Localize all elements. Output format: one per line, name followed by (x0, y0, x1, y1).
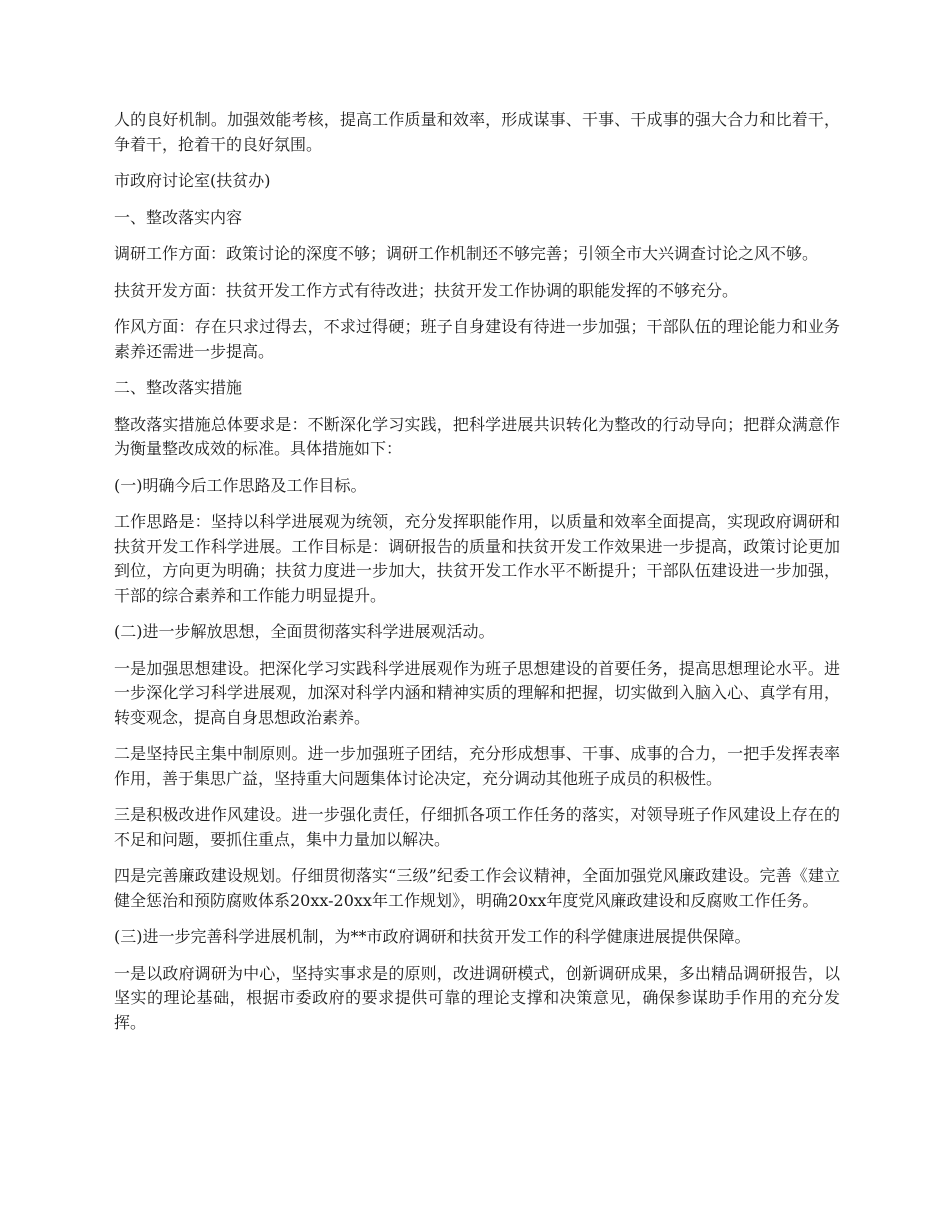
section-heading-content: 一、整改落实内容 (114, 207, 243, 227)
paragraph-research-issues: 调研工作方面：政策讨论的深度不够；调研工作机制还不够完善；引领全市大兴调查讨论之风不够。 (114, 244, 819, 263)
paragraph-intro-continuation: 人的良好机制。加强效能考核，提高工作质量和效率，形成谋事、干事、干成事的强大合力和比着干，争着干，抢着干的良好氛围。 (114, 110, 840, 154)
paragraph-research-center: 一是以政府调研为中心，坚持实事求是的原则，改进调研模式，创新调研成果，多出精品调研报告，以坚实的理论基础，根据市委政府的要求提供可靠的理论支撑和决策意见，确保参谋助手作用的充分发挥。 (114, 963, 840, 1032)
paragraph-work-goals: 工作思路是：坚持以科学进展观为统领，充分发挥职能作用，以质量和效率全面提高，实现政府调研和扶贫开发工作科学进展。工作目标是：调研报告的质量和扶贫开发工作效果进一步提高，政策讨论更加到位，方向更为明确；扶贫力度进一步加大，扶贫开发工作水平不断提升；干部队伍建设进一步加强，干部的综合素养和工作能力明显提升。 (114, 512, 840, 605)
department-heading: 市政府讨论室(扶贫办) (114, 171, 271, 190)
document-page (114, 108, 840, 1047)
section-heading-measures: 二、整改落实措施 (114, 378, 243, 397)
subsection-heading-2: (二)进一步解放思想，全面贯彻落实科学进展观活动。 (114, 622, 495, 641)
paragraph-overall-requirements: 整改落实措施总体要求是：不断深化学习实践，把科学进展共识转化为整改的行动导向；把群众满意作为衡量整改成效的标准。具体措施如下： (114, 414, 840, 458)
paragraph-integrity-planning: 四是完善廉政建设规划。仔细贯彻落实“三级”纪委工作会议精神，全面加强党风廉政建设。完善《建立健全惩治和预防腐败体系20xx-20xx年工作规划》，明确20xx年度党风廉政建设和反腐败工作任务。 (114, 866, 840, 910)
paragraph-poverty-issues: 扶贫开发方面：扶贫开发工作方式有待改进；扶贫开发工作协调的职能发挥的不够充分。 (114, 280, 739, 300)
paragraph-style-issues: 作风方面：存在只求过得去，不求过得硬；班子自身建设有待进一步加强；干部队伍的理论能力和业务素养还需进一步提高。 (114, 317, 840, 361)
paragraph-work-style: 三是积极改进作风建设。进一步强化责任，仔细抓各项工作任务的落实，对领导班子作风建设上存在的不足和问题，要抓住重点，集中力量加以解决。 (114, 805, 840, 849)
paragraph-ideology: 一是加强思想建设。把深化学习实践科学进展观作为班子思想建设的首要任务，提高思想理论水平。进一步深化学习科学进展观，加深对科学内涵和精神实质的理解和把握，切实做到入脑入心、真学有用，转变观念，提高自身思想政治素养。 (114, 658, 840, 727)
subsection-heading-3: (三)进一步完善科学进展机制，为**市政府调研和扶贫开发工作的科学健康进展提供保障。 (114, 927, 751, 946)
subsection-heading-1: (一)明确今后工作思路及工作目标。 (114, 475, 367, 495)
paragraph-democratic-centralism: 二是坚持民主集中制原则。进一步加强班子团结，充分形成想事、干事、成事的合力，一把手发挥表率作用，善于集思广益，坚持重大问题集体讨论决定，充分调动其他班子成员的积极性。 (114, 744, 840, 788)
